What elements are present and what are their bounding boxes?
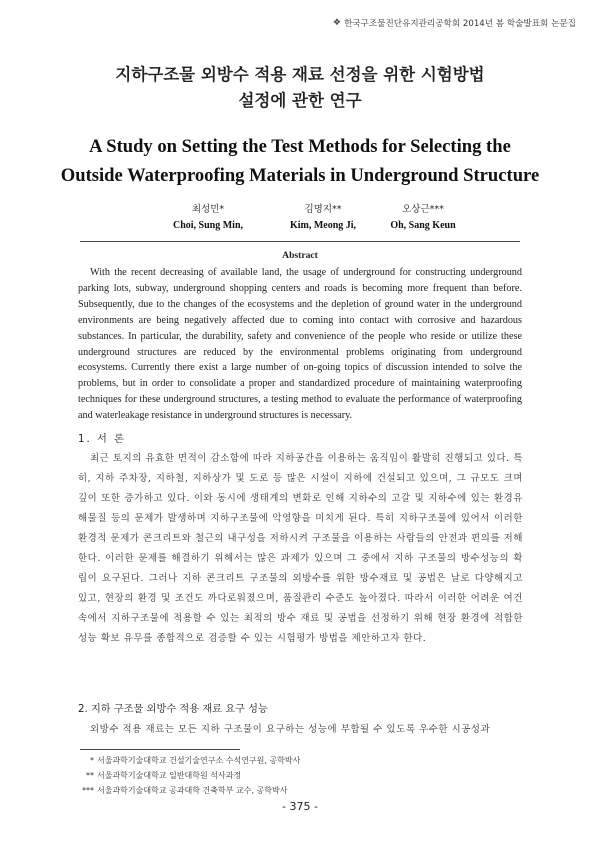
- section-heading: 2. 지하 구조물 외방수 적용 재료 요구 성능: [78, 704, 268, 715]
- author-name-korean: 오상근***: [402, 204, 444, 215]
- author-name-english: Oh, Sang Keun: [390, 220, 456, 231]
- footnote: [80, 783, 300, 798]
- english-title-line: Outside Waterproofing Materials in Underground Structure: [60, 165, 540, 186]
- author-name-english: Kim, Meong Ji,: [289, 220, 357, 231]
- korean-title: [0, 62, 600, 114]
- section-body: [78, 720, 523, 740]
- author: [268, 202, 378, 233]
- section-heading: 1. 서 론: [78, 434, 126, 445]
- footnote-mark: ***: [82, 786, 94, 795]
- page-number: - 375 -: [282, 800, 318, 813]
- footnote-text: 서울과학기술대학교 일반대학원 석사과정: [97, 771, 242, 780]
- footnote-text: 서울과학기술대학교 건설기술연구소 수석연구원, 공학박사: [97, 756, 301, 765]
- running-head: [333, 17, 576, 29]
- footnote-text: 서울과학기술대학교 공과대학 건축학부 교수, 공학박사: [97, 786, 288, 795]
- footnote: [80, 768, 300, 783]
- author-name-english: Choi, Sung Min,: [172, 220, 244, 231]
- divider: [80, 241, 520, 242]
- footnotes: [80, 753, 300, 798]
- footnote-mark: **: [86, 771, 94, 780]
- author: [158, 202, 258, 233]
- body-paragraph: 외방수 적용 재료는 모든 지하 구조물이 요구하는 성능에 부합될 수 있도록 우수한 시공성과: [90, 724, 491, 735]
- korean-title-line: 지하구조물 외방수 적용 재료 선정을 위한 시험방법: [115, 65, 485, 84]
- author: [368, 202, 478, 233]
- footnote-mark: *: [90, 756, 94, 765]
- author-name-korean: 최성민*: [191, 204, 225, 215]
- running-head-text: 한국구조물진단유지관리공학회 2014년 봄 학술발표회 논문집: [343, 19, 576, 29]
- author-name-korean: 김명지**: [304, 204, 342, 215]
- english-title: [0, 132, 600, 190]
- abstract-body: [78, 265, 522, 424]
- english-title-line: A Study on Setting the Test Methods for Selecting the: [89, 136, 511, 157]
- footnote: [80, 753, 300, 768]
- body-paragraph: 최근 토지의 유효한 면적이 감소함에 따라 지하공간을 이용하는 움직임이 활발히 진행되고 있다. 특히, 지하 주차장, 지하철, 지하상가 및 도로 등 많은 시설이 지하에 건설되고 있으며, 그 규모도 크며 깊이 또한 증가하고 있다. 이와 동시에 생태계의 변화로 인해 지하수의 고갈 및 지하수에 있는 환경유해물질 등의 문제가 발생하며 지하구조물에 악영향을 미치게 된다. 특히 지하구조물에 있어서 이러한 환경적 문제가 콘크리트와 철근의 내구성을 저하시켜 구조물을 이용하는 사람들의 안전과 편의를 저해한다. 이러한 문제를 해결하기 위해서는 많은 과제가 있으며 그 중에서 지하 구조물의 방수성능의 확립이 요구된다. 그러나 지하 콘크리트 구조물의 외방수를 위한 방수재료 및 공법은 날로 다양해지고 있고, 현장의 환경 및 조건도 까다로워졌으며, 품질관리 수준도 높아졌다. 따라서 이러한 어려운 여건 속에서 지하구조물에 적용할 수 있는 최적의 방수 재료 및 공법을 선정하기 위해 현장 환경에 적합한 성능 확보 유무를 종합적으로 검증할 수 있는 시험평가 방법을 제안하고자 한다.: [78, 453, 523, 644]
- section-body: [78, 449, 523, 649]
- korean-title-line: 설정에 관한 연구: [238, 91, 362, 110]
- abstract-heading: Abstract: [282, 250, 318, 261]
- abstract-paragraph: With the recent decreasing of available land, the usage of underground for constructing underground parking lots, subway, underground shopping centers and roads is becoming more frequent than before. Subsequently, due to the changes of the ecosystems and the depletion of ground water in the underground environments are being negatively affected due to coming into contact with corrosive and hazardous substances. In particular, the durability, safety and convenience of the people who reside or utilize these underground structures are reduced by the environmental problems originating from underground ecosystems. Currently there exist a large number of on-going topics of discussion intended to solve the problems, but in order to consolidate a proper and standardized procedure of maintaining waterproofing techniques for these underground structures, a testing method to evaluate the performance of waterproofing and waterleakage resistance in underground structures is necessary.: [78, 267, 522, 422]
- footnote-divider: [80, 749, 240, 750]
- diamond-ornament-icon: ❖: [332, 18, 341, 28]
